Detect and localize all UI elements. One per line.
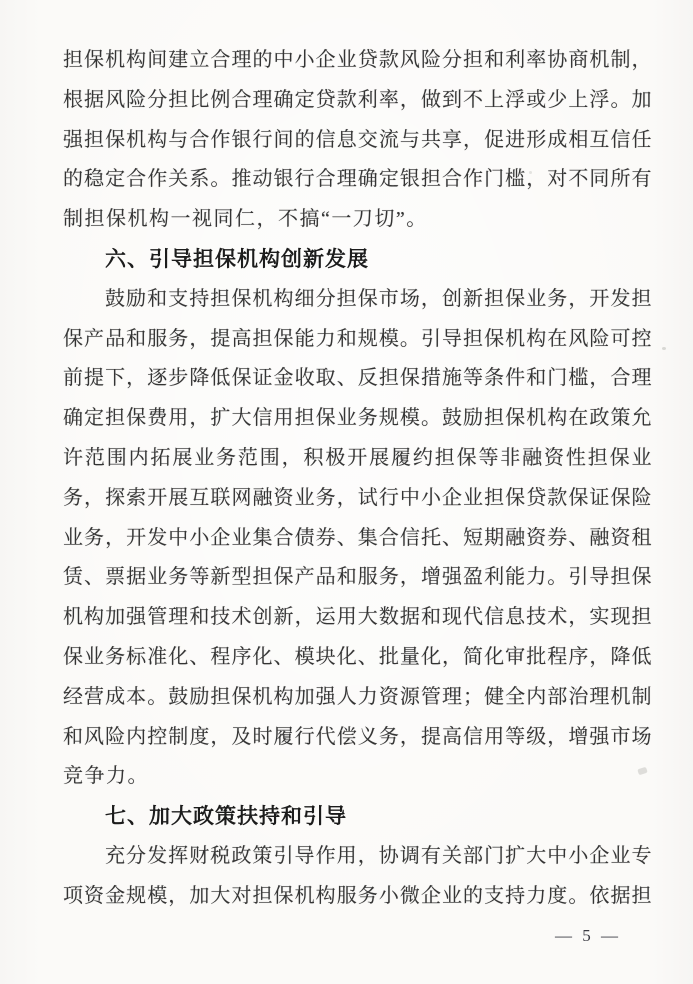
body-line: 机构加强管理和技术创新，运用大数据和现代信息技术，实现担	[63, 606, 652, 629]
body-line: 制担保机构一视同仁，不搞“一刀切”。	[63, 208, 428, 231]
body-line: 担保机构间建立合理的中小企业贷款风险分担和利率协商机制，	[63, 49, 652, 71]
body-line: 充分发挥财税政策引导作用，协调有关部门扩大中小企业专	[105, 844, 652, 867]
body-line: 前提下，逐步降低保证金收取、反担保措施等条件和门槛，合理	[63, 367, 652, 390]
body-line: 保产品和服务，提高担保能力和规模。引导担保机构在风险可控	[63, 327, 652, 350]
scan-speck	[598, 905, 601, 908]
body-line: 强担保机构与合作银行间的信息交流与共享，促进形成相互信任	[63, 128, 652, 151]
body-line: 确定担保费用，扩大信用担保业务规模。鼓励担保机构在政策允	[63, 407, 652, 430]
body-line: 经营成本。鼓励担保机构加强人力资源管理；健全内部治理机制	[63, 685, 652, 708]
body-line: 的稳定合作关系。推动银行合理确定银担合作门槛，对不同所有	[63, 168, 652, 191]
text-block	[63, 41, 652, 917]
body-line: 务，探索开展互联网融资业务，试行中小企业担保贷款保证保险	[63, 486, 652, 509]
section-heading-seven: 七、加大政策扶持和引导	[105, 805, 347, 829]
body-line: 根据风险分担比例合理确定贷款利率，做到不上浮或少上浮。加	[63, 88, 652, 111]
body-line: 许范围内拓展业务范围，积极开展履约担保等非融资性担保业	[63, 446, 652, 469]
scan-speck	[214, 503, 217, 505]
scan-speck	[662, 347, 666, 350]
scan-speck	[529, 171, 532, 174]
body-line: 和风险内控制度，及时履行代偿义务，提高信用等级，增强市场	[63, 725, 652, 748]
body-line: 赁、票据业务等新型担保产品和服务，增强盈利能力。引导担保	[63, 566, 652, 589]
body-line: 保业务标准化、程序化、模块化、批量化，简化审批程序，降低	[63, 645, 652, 668]
body-line: 鼓励和支持担保机构细分担保市场，创新担保业务，开发担	[105, 287, 652, 310]
body-line: 竞争力。	[63, 765, 149, 788]
body-line: 项资金规模，加大对担保机构服务小微企业的支持力度。依据担	[63, 884, 652, 907]
section-heading-six: 六、引导担保机构创新发展	[105, 247, 369, 271]
body-line: 业务，开发中小企业集合债券、集合信托、短期融资券、融资租	[63, 526, 652, 549]
page-number: — 5 —	[555, 926, 621, 945]
